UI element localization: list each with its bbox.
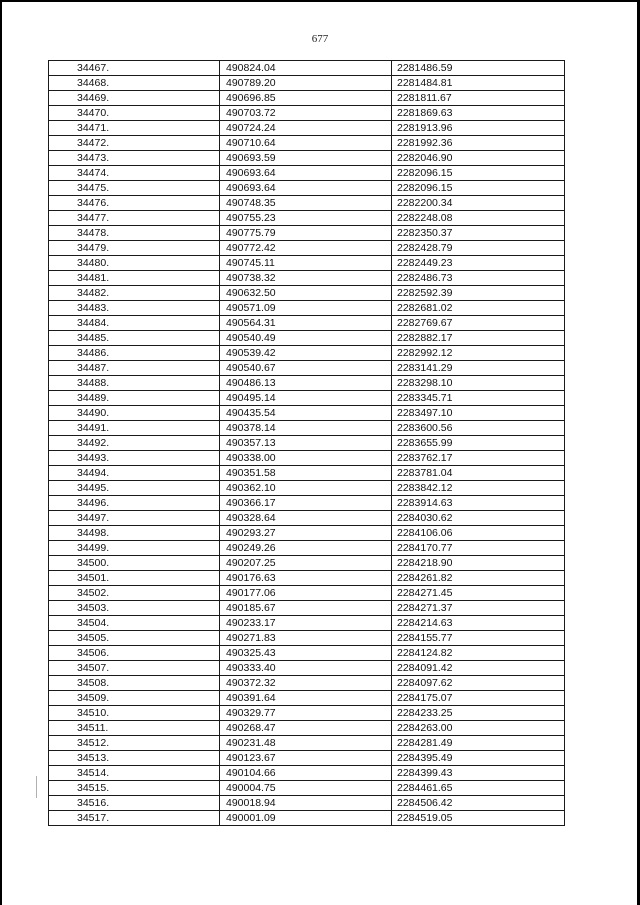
point-number-cell: 34471. (49, 121, 220, 136)
x-coordinate-cell: 490745.11 (220, 256, 392, 271)
table-row (49, 286, 565, 301)
coordinate-table-body (49, 61, 565, 826)
table-row (49, 706, 565, 721)
x-coordinate-cell: 490693.64 (220, 166, 392, 181)
table-row (49, 556, 565, 571)
point-number-cell: 34501. (49, 571, 220, 586)
table-row (49, 661, 565, 676)
table-row (49, 616, 565, 631)
x-coordinate-cell: 490351.58 (220, 466, 392, 481)
table-row (49, 316, 565, 331)
y-coordinate-cell: 2282681.02 (392, 301, 565, 316)
point-number-cell: 34506. (49, 646, 220, 661)
x-coordinate-cell: 490755.23 (220, 211, 392, 226)
y-coordinate-cell: 2283762.17 (392, 451, 565, 466)
x-coordinate-cell: 490176.63 (220, 571, 392, 586)
point-number-cell: 34484. (49, 316, 220, 331)
point-number-cell: 34495. (49, 481, 220, 496)
x-coordinate-cell: 490772.42 (220, 241, 392, 256)
y-coordinate-cell: 2284218.90 (392, 556, 565, 571)
x-coordinate-cell: 490004.75 (220, 781, 392, 796)
x-coordinate-cell: 490001.09 (220, 811, 392, 826)
x-coordinate-cell: 490333.40 (220, 661, 392, 676)
x-coordinate-cell: 490724.24 (220, 121, 392, 136)
y-coordinate-cell: 2284097.62 (392, 676, 565, 691)
y-coordinate-cell: 2281484.81 (392, 76, 565, 91)
table-row (49, 526, 565, 541)
x-coordinate-cell: 490329.77 (220, 706, 392, 721)
point-number-cell: 34505. (49, 631, 220, 646)
table-row (49, 481, 565, 496)
table-row (49, 331, 565, 346)
point-number-cell: 34474. (49, 166, 220, 181)
y-coordinate-cell: 2282096.15 (392, 166, 565, 181)
table-row (49, 451, 565, 466)
point-number-cell: 34491. (49, 421, 220, 436)
table-row (49, 586, 565, 601)
x-coordinate-cell: 490268.47 (220, 721, 392, 736)
y-coordinate-cell: 2282486.73 (392, 271, 565, 286)
point-number-cell: 34496. (49, 496, 220, 511)
table-row (49, 241, 565, 256)
x-coordinate-cell: 490271.83 (220, 631, 392, 646)
point-number-cell: 34483. (49, 301, 220, 316)
y-coordinate-cell: 2282046.90 (392, 151, 565, 166)
y-coordinate-cell: 2284030.62 (392, 511, 565, 526)
point-number-cell: 34493. (49, 451, 220, 466)
point-number-cell: 34503. (49, 601, 220, 616)
point-number-cell: 34507. (49, 661, 220, 676)
y-coordinate-cell: 2282992.12 (392, 346, 565, 361)
point-number-cell: 34482. (49, 286, 220, 301)
point-number-cell: 34513. (49, 751, 220, 766)
table-row (49, 541, 565, 556)
page-edge-top (0, 0, 640, 2)
y-coordinate-cell: 2283345.71 (392, 391, 565, 406)
point-number-cell: 34469. (49, 91, 220, 106)
table-row (49, 436, 565, 451)
table-row (49, 136, 565, 151)
point-number-cell: 34489. (49, 391, 220, 406)
x-coordinate-cell: 490231.48 (220, 736, 392, 751)
x-coordinate-cell: 490571.09 (220, 301, 392, 316)
x-coordinate-cell: 490185.67 (220, 601, 392, 616)
table-row (49, 301, 565, 316)
x-coordinate-cell: 490789.20 (220, 76, 392, 91)
x-coordinate-cell: 490366.17 (220, 496, 392, 511)
point-number-cell: 34490. (49, 406, 220, 421)
point-number-cell: 34479. (49, 241, 220, 256)
point-number-cell: 34515. (49, 781, 220, 796)
y-coordinate-cell: 2284399.43 (392, 766, 565, 781)
y-coordinate-cell: 2283914.63 (392, 496, 565, 511)
point-number-cell: 34477. (49, 211, 220, 226)
page-edge-left (0, 0, 2, 905)
x-coordinate-cell: 490693.64 (220, 181, 392, 196)
table-row (49, 466, 565, 481)
y-coordinate-cell: 2284395.49 (392, 751, 565, 766)
x-coordinate-cell: 490710.64 (220, 136, 392, 151)
x-coordinate-cell: 490207.25 (220, 556, 392, 571)
y-coordinate-cell: 2283298.10 (392, 376, 565, 391)
y-coordinate-cell: 2284281.49 (392, 736, 565, 751)
table-row (49, 511, 565, 526)
table-row (49, 811, 565, 826)
x-coordinate-cell: 490435.54 (220, 406, 392, 421)
table-row (49, 421, 565, 436)
x-coordinate-cell: 490293.27 (220, 526, 392, 541)
x-coordinate-cell: 490693.59 (220, 151, 392, 166)
table-row (49, 151, 565, 166)
table-row (49, 391, 565, 406)
x-coordinate-cell: 490233.17 (220, 616, 392, 631)
y-coordinate-cell: 2283781.04 (392, 466, 565, 481)
x-coordinate-cell: 490540.49 (220, 331, 392, 346)
x-coordinate-cell: 490357.13 (220, 436, 392, 451)
y-coordinate-cell: 2282350.37 (392, 226, 565, 241)
table-row (49, 256, 565, 271)
point-number-cell: 34498. (49, 526, 220, 541)
point-number-cell: 34502. (49, 586, 220, 601)
point-number-cell: 34476. (49, 196, 220, 211)
y-coordinate-cell: 2283497.10 (392, 406, 565, 421)
point-number-cell: 34494. (49, 466, 220, 481)
y-coordinate-cell: 2284214.63 (392, 616, 565, 631)
table-row (49, 346, 565, 361)
x-coordinate-cell: 490338.00 (220, 451, 392, 466)
x-coordinate-cell: 490123.67 (220, 751, 392, 766)
y-coordinate-cell: 2282428.79 (392, 241, 565, 256)
table-row (49, 751, 565, 766)
point-number-cell: 34512. (49, 736, 220, 751)
table-row (49, 766, 565, 781)
y-coordinate-cell: 2281869.63 (392, 106, 565, 121)
point-number-cell: 34488. (49, 376, 220, 391)
x-coordinate-cell: 490696.85 (220, 91, 392, 106)
x-coordinate-cell: 490564.31 (220, 316, 392, 331)
point-number-cell: 34475. (49, 181, 220, 196)
y-coordinate-cell: 2284106.06 (392, 526, 565, 541)
y-coordinate-cell: 2281811.67 (392, 91, 565, 106)
y-coordinate-cell: 2284155.77 (392, 631, 565, 646)
point-number-cell: 34486. (49, 346, 220, 361)
coordinate-table (48, 60, 565, 826)
table-row (49, 376, 565, 391)
point-number-cell: 34470. (49, 106, 220, 121)
table-row (49, 61, 565, 76)
x-coordinate-cell: 490748.35 (220, 196, 392, 211)
x-coordinate-cell: 490539.42 (220, 346, 392, 361)
point-number-cell: 34508. (49, 676, 220, 691)
point-number-cell: 34510. (49, 706, 220, 721)
y-coordinate-cell: 2284461.65 (392, 781, 565, 796)
point-number-cell: 34514. (49, 766, 220, 781)
x-coordinate-cell: 490738.32 (220, 271, 392, 286)
table-row (49, 601, 565, 616)
table-row (49, 406, 565, 421)
y-coordinate-cell: 2284233.25 (392, 706, 565, 721)
point-number-cell: 34504. (49, 616, 220, 631)
table-row (49, 631, 565, 646)
x-coordinate-cell: 490362.10 (220, 481, 392, 496)
y-coordinate-cell: 2282449.23 (392, 256, 565, 271)
table-row (49, 721, 565, 736)
y-coordinate-cell: 2283842.12 (392, 481, 565, 496)
table-row (49, 196, 565, 211)
point-number-cell: 34499. (49, 541, 220, 556)
table-row (49, 796, 565, 811)
x-coordinate-cell: 490104.66 (220, 766, 392, 781)
x-coordinate-cell: 490486.13 (220, 376, 392, 391)
table-row (49, 181, 565, 196)
x-coordinate-cell: 490177.06 (220, 586, 392, 601)
table-row (49, 211, 565, 226)
point-number-cell: 34485. (49, 331, 220, 346)
margin-mark (36, 776, 37, 798)
point-number-cell: 34468. (49, 76, 220, 91)
point-number-cell: 34467. (49, 61, 220, 76)
point-number-cell: 34473. (49, 151, 220, 166)
y-coordinate-cell: 2282200.34 (392, 196, 565, 211)
y-coordinate-cell: 2282769.67 (392, 316, 565, 331)
x-coordinate-cell: 490249.26 (220, 541, 392, 556)
table-row (49, 106, 565, 121)
point-number-cell: 34472. (49, 136, 220, 151)
x-coordinate-cell: 490391.64 (220, 691, 392, 706)
point-number-cell: 34480. (49, 256, 220, 271)
table-row (49, 76, 565, 91)
point-number-cell: 34497. (49, 511, 220, 526)
x-coordinate-cell: 490378.14 (220, 421, 392, 436)
y-coordinate-cell: 2283600.56 (392, 421, 565, 436)
table-row (49, 91, 565, 106)
point-number-cell: 34517. (49, 811, 220, 826)
y-coordinate-cell: 2282096.15 (392, 181, 565, 196)
table-row (49, 361, 565, 376)
y-coordinate-cell: 2284124.82 (392, 646, 565, 661)
table-row (49, 496, 565, 511)
x-coordinate-cell: 490703.72 (220, 106, 392, 121)
x-coordinate-cell: 490018.94 (220, 796, 392, 811)
table-row (49, 166, 565, 181)
y-coordinate-cell: 2284175.07 (392, 691, 565, 706)
table-row (49, 226, 565, 241)
point-number-cell: 34487. (49, 361, 220, 376)
y-coordinate-cell: 2282248.08 (392, 211, 565, 226)
point-number-cell: 34492. (49, 436, 220, 451)
y-coordinate-cell: 2283141.29 (392, 361, 565, 376)
point-number-cell: 34500. (49, 556, 220, 571)
y-coordinate-cell: 2282592.39 (392, 286, 565, 301)
point-number-cell: 34509. (49, 691, 220, 706)
y-coordinate-cell: 2284271.37 (392, 601, 565, 616)
table-row (49, 676, 565, 691)
table-row (49, 271, 565, 286)
x-coordinate-cell: 490824.04 (220, 61, 392, 76)
table-row (49, 571, 565, 586)
table-row (49, 736, 565, 751)
x-coordinate-cell: 490540.67 (220, 361, 392, 376)
x-coordinate-cell: 490372.32 (220, 676, 392, 691)
y-coordinate-cell: 2284519.05 (392, 811, 565, 826)
y-coordinate-cell: 2283655.99 (392, 436, 565, 451)
y-coordinate-cell: 2281992.36 (392, 136, 565, 151)
table-row (49, 646, 565, 661)
page-number: 677 (311, 33, 329, 45)
y-coordinate-cell: 2284263.00 (392, 721, 565, 736)
point-number-cell: 34511. (49, 721, 220, 736)
x-coordinate-cell: 490775.79 (220, 226, 392, 241)
point-number-cell: 34478. (49, 226, 220, 241)
point-number-cell: 34516. (49, 796, 220, 811)
y-coordinate-cell: 2281913.96 (392, 121, 565, 136)
y-coordinate-cell: 2284170.77 (392, 541, 565, 556)
point-number-cell: 34481. (49, 271, 220, 286)
y-coordinate-cell: 2282882.17 (392, 331, 565, 346)
x-coordinate-cell: 490632.50 (220, 286, 392, 301)
table-row (49, 781, 565, 796)
y-coordinate-cell: 2284261.82 (392, 571, 565, 586)
x-coordinate-cell: 490328.64 (220, 511, 392, 526)
y-coordinate-cell: 2281486.59 (392, 61, 565, 76)
y-coordinate-cell: 2284271.45 (392, 586, 565, 601)
x-coordinate-cell: 490325.43 (220, 646, 392, 661)
y-coordinate-cell: 2284091.42 (392, 661, 565, 676)
table-row (49, 691, 565, 706)
table-row (49, 121, 565, 136)
x-coordinate-cell: 490495.14 (220, 391, 392, 406)
y-coordinate-cell: 2284506.42 (392, 796, 565, 811)
